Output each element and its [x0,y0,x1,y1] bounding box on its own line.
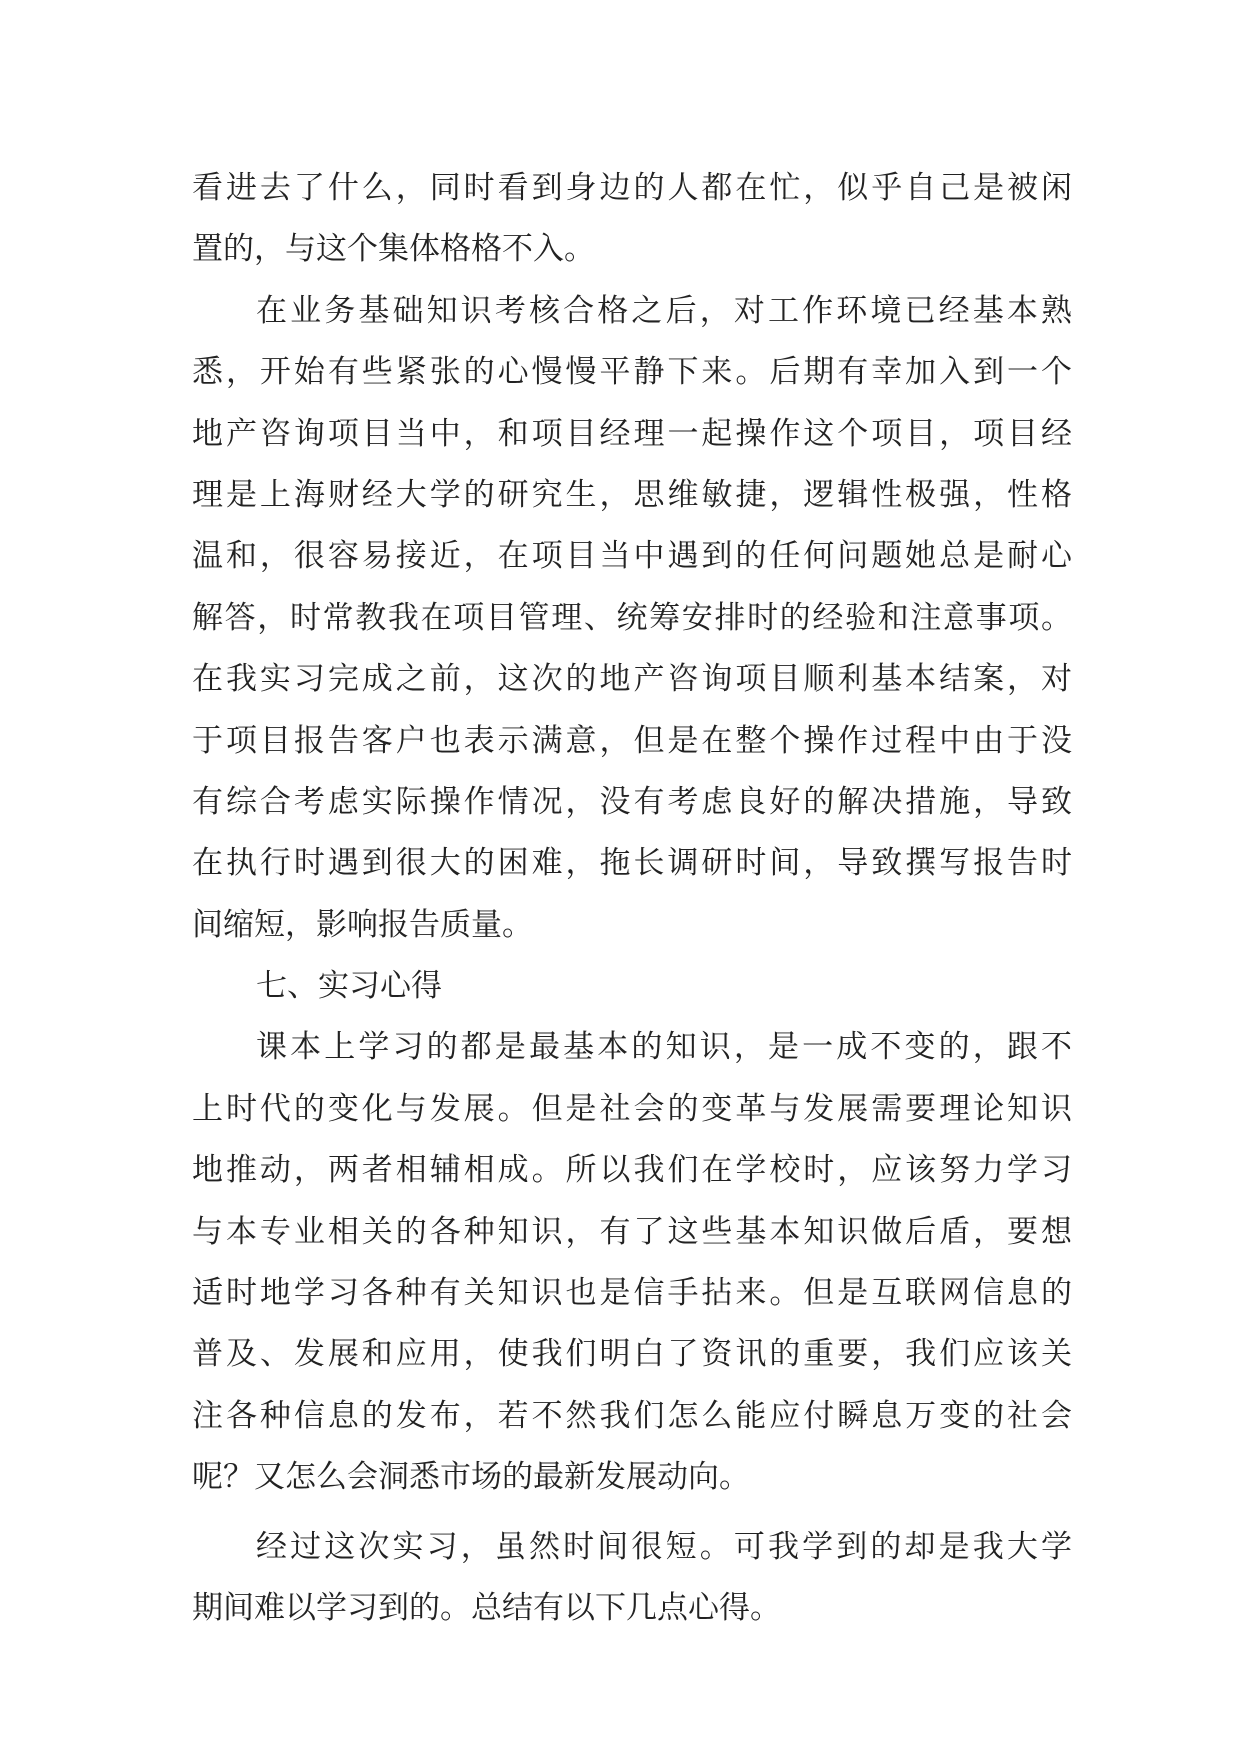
text-line: 置的，与这个集体格格不入。 [192,231,595,268]
paragraph-project-experience [192,281,1072,956]
text-line: 课本上学习的都是最基本的知识，是一成不变的，跟不 [256,1029,1072,1066]
text-line: 在业务基础知识考核合格之后，对工作环境已经基本熟 [256,292,1072,329]
text-line: 解答，时常教我在项目管理、统筹安排时的经验和注意事项。 [192,599,1072,636]
heading-text: 七、实习心得 [256,968,442,1005]
text-line: 呢？又怎么会洞悉市场的最新发展动向。 [192,1459,750,1496]
document-body [192,158,1072,1639]
text-line: 经过这次实习，虽然时间很短。可我学到的却是我大学 [256,1528,1072,1565]
text-line: 温和，很容易接近，在项目当中遇到的任何问题她总是耐心 [192,538,1072,575]
paragraph-spacer [192,1509,1072,1517]
section-heading [192,956,1072,1017]
text-line: 期间难以学习到的。总结有以下几点心得。 [192,1589,781,1626]
text-line: 上时代的变化与发展。但是社会的变革与发展需要理论知识 [192,1090,1072,1127]
text-line: 地产咨询项目当中，和项目经理一起操作这个项目，项目经 [192,415,1072,452]
text-line: 理是上海财经大学的研究生，思维敏捷，逻辑性极强，性格 [192,476,1072,513]
paragraph-continuation [192,158,1072,281]
paragraph-textbook-knowledge [192,1017,1072,1508]
text-line: 悉，开始有些紧张的心慢慢平静下来。后期有幸加入到一个 [192,354,1072,391]
text-line: 在执行时遇到很大的困难，拖长调研时间，导致撰写报告时 [192,845,1072,882]
text-line: 有综合考虑实际操作情况，没有考虑良好的解决措施，导致 [192,783,1072,820]
text-line: 于项目报告客户也表示满意，但是在整个操作过程中由于没 [192,722,1072,759]
text-line: 在我实习完成之前，这次的地产咨询项目顺利基本结案，对 [192,661,1072,698]
text-line: 普及、发展和应用，使我们明白了资讯的重要，我们应该关 [192,1336,1072,1373]
text-line: 注各种信息的发布，若不然我们怎么能应付瞬息万变的社会 [192,1397,1072,1434]
text-line: 与本专业相关的各种知识，有了这些基本知识做后盾，要想 [192,1213,1072,1250]
text-line: 看进去了什么，同时看到身边的人都在忙，似乎自己是被闲 [192,170,1072,206]
text-line: 间缩短，影响报告质量。 [192,906,533,943]
text-line: 适时地学习各种有关知识也是信手拈来。但是互联网信息的 [192,1275,1072,1312]
paragraph-summary [192,1517,1072,1640]
text-line: 地推动，两者相辅相成。所以我们在学校时，应该努力学习 [192,1152,1072,1189]
